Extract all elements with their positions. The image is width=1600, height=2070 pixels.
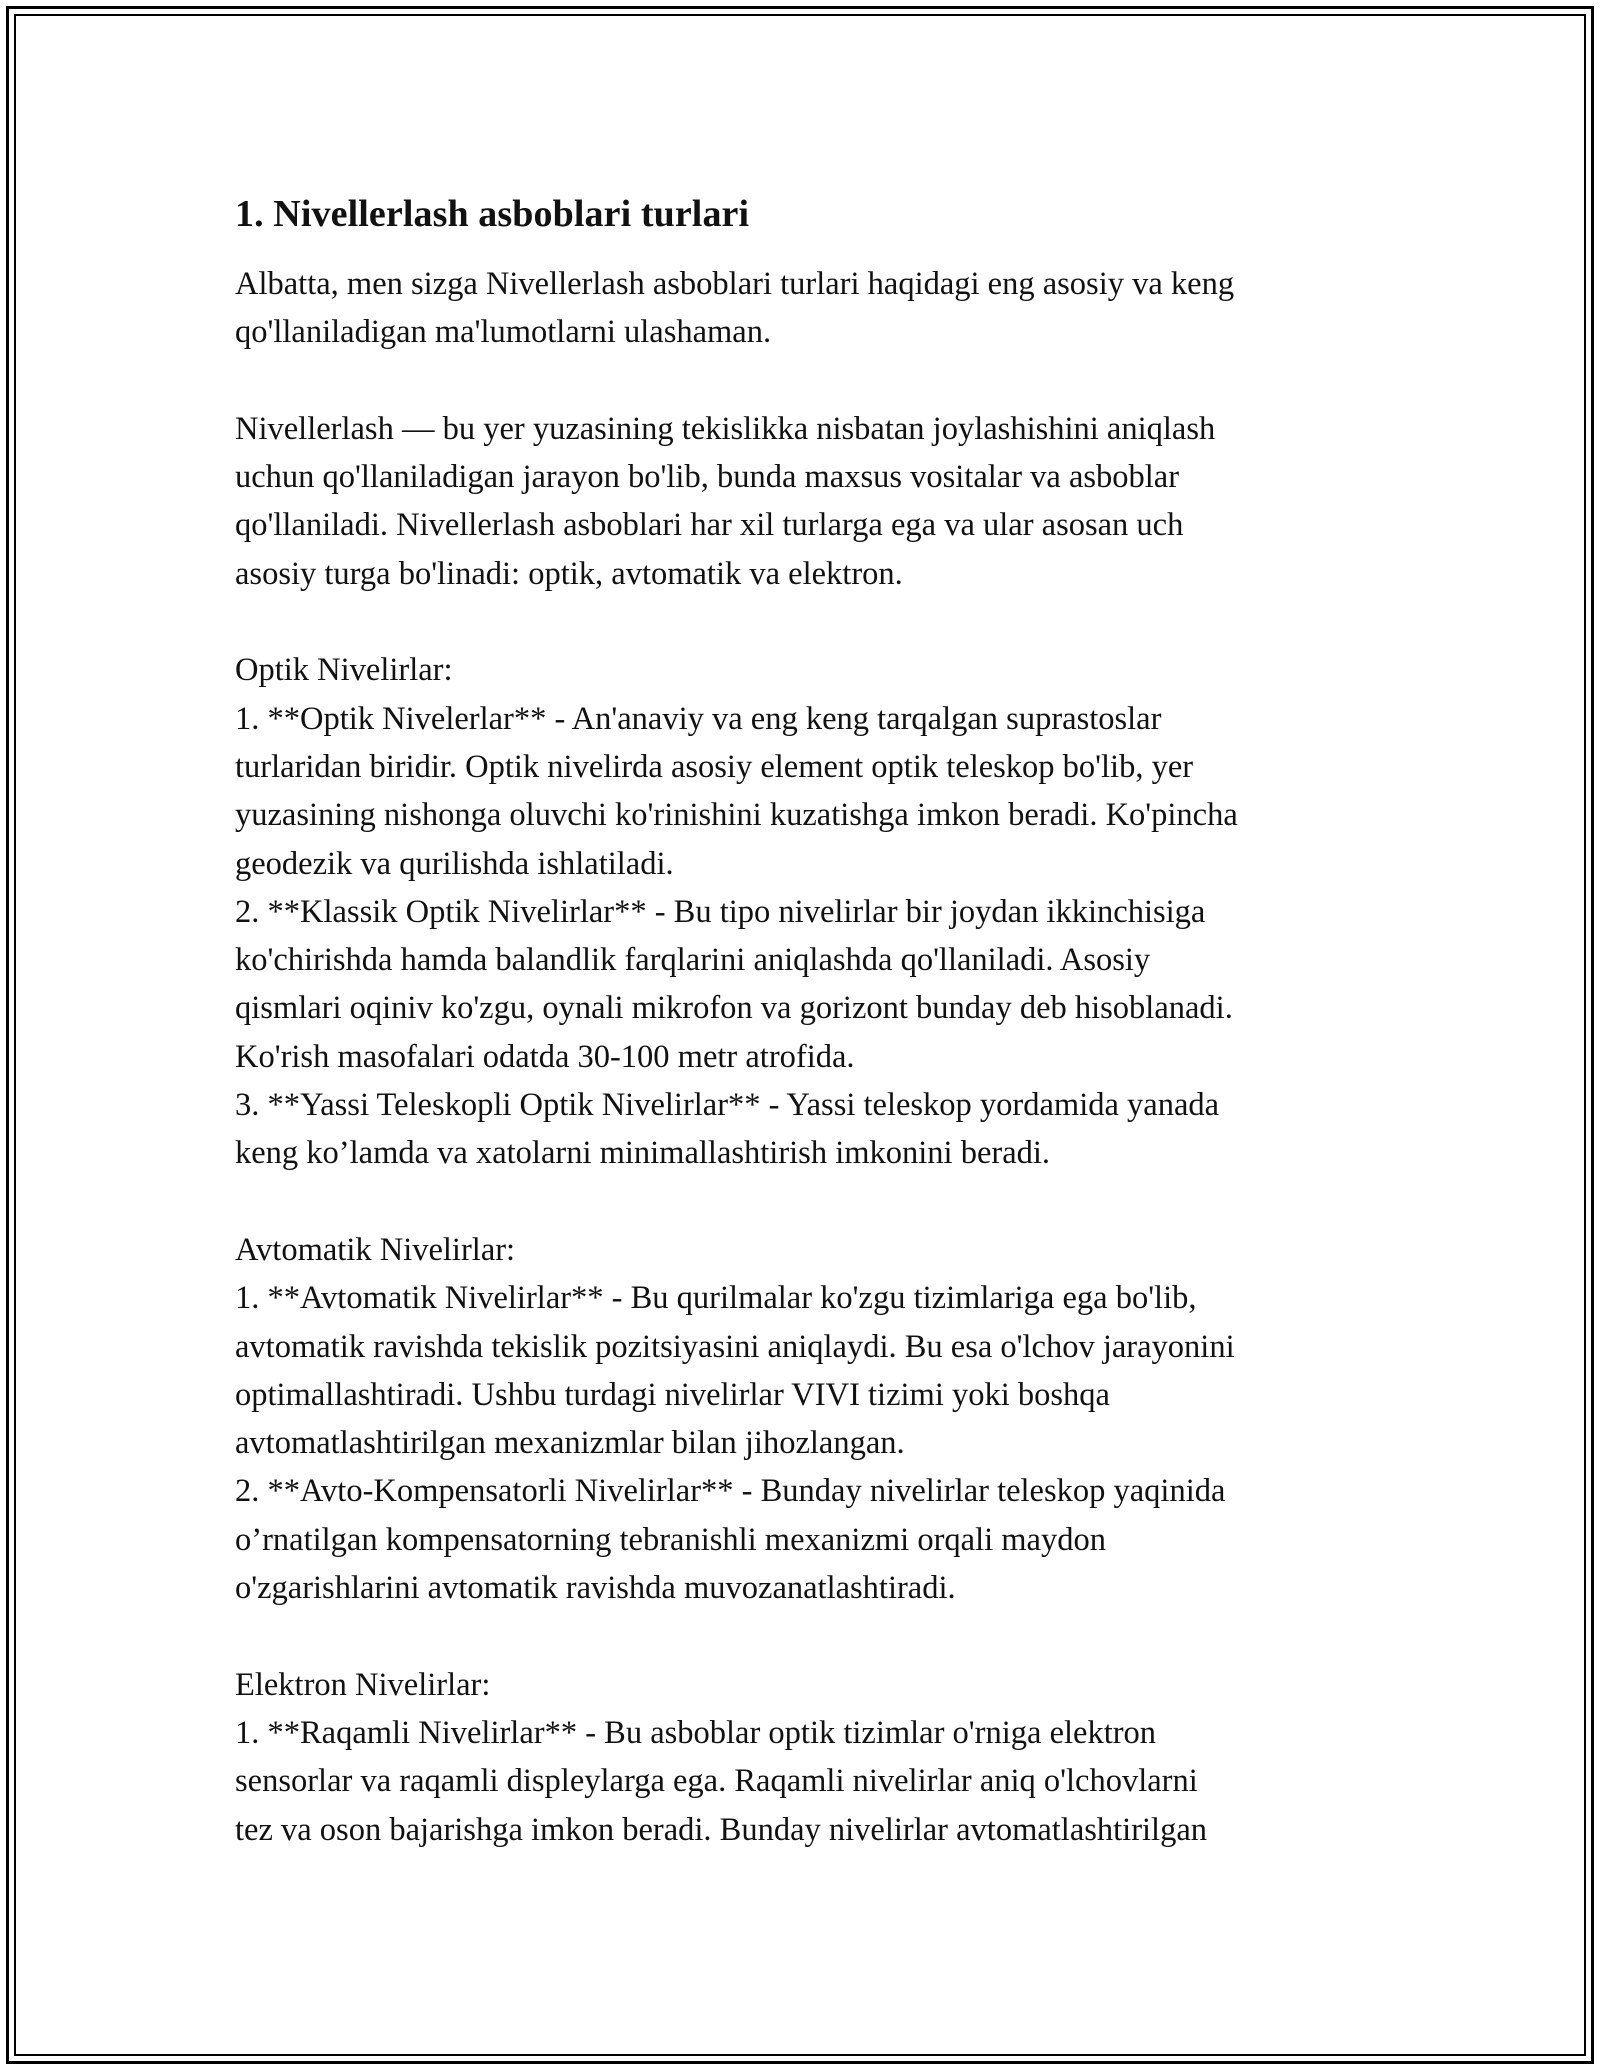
text-line: asosiy turga bo'linadi: optik, avtomatik va elektron. [235,555,903,592]
text-line: Ko'rish masofalari odatda 30-100 metr atrofida. [235,1038,855,1075]
text-line: o'zgarishlarini avtomatik ravishda muvozanatlashtiradi. [235,1570,956,1607]
text-line: tez va oson bajarishga imkon beradi. Bunday nivelirlar avtomatlashtirilgan [235,1811,1208,1848]
text-line: turlaridan biridir. Optik nivelirda asosiy element optik teleskop bo'lib, yer [235,748,1194,785]
text-line: qismlari oqiniv ko'zgu, oynali mikrofon va gorizont bunday deb hisoblanadi. [235,990,1233,1027]
text-line: qo'llaniladigan ma'lumotlarni ulashaman. [235,314,772,351]
document-heading: 1. Nivellerlash asboblari turlari [235,193,750,235]
document-page [235,190,1375,1902]
text-line: ko'chirishda hamda balandlik farqlarini aniqlashda qo'llaniladi. Asosiy [235,942,1151,979]
text-line: Nivellerlash — bu yer yuzasining tekislikka nisbatan joylashishini aniqlash [235,410,1216,447]
text-line: Optik Nivelirlar: [235,652,453,689]
document-body [235,260,1375,1854]
intro-paragraph [235,260,1375,357]
electronic-levels-section [235,1661,1375,1854]
text-line: qo'llaniladi. Nivellerlash asboblari har xil turlarga ega va ular asosan uch [235,507,1184,544]
text-line: 1. **Raqamli Nivelirlar** - Bu asboblar optik tizimlar o'rniga elektron [235,1714,1157,1751]
text-line: 1. **Optik Nivelerlar** - An'anaviy va eng keng tarqalgan suprastoslar [235,700,1162,737]
optical-levels-section [235,646,1375,1177]
text-line: Elektron Nivelirlar: [235,1666,491,1703]
text-line: avtomatik ravishda tekislik pozitsiyasini aniqlaydi. Bu esa o'lchov jarayonini [235,1328,1235,1365]
text-line: Avtomatik Nivelirlar: [235,1231,516,1268]
text-line: 2. **Klassik Optik Nivelirlar** - Bu tipo nivelirlar bir joydan ikkinchisiga [235,893,1206,930]
text-line: keng ko’lamda va xatolarni minimallashtirish imkonini beradi. [235,1135,1051,1172]
text-line: geodezik va qurilishda ishlatiladi. [235,845,674,882]
text-line: 2. **Avto-Kompensatorli Nivelirlar** - Bunday nivelirlar teleskop yaqinida [235,1473,1226,1510]
text-line: Albatta, men sizga Nivellerlash asboblari turlari haqidagi eng asosiy va keng [235,266,1235,302]
text-line: optimallashtiradi. Ushbu turdagi nivelirlar VIVI tizimi yoki boshqa [235,1376,1110,1413]
text-line: avtomatlashtirilgan mexanizmlar bilan jihozlangan. [235,1425,905,1462]
text-line: 1. **Avtomatik Nivelirlar** - Bu qurilmalar ko'zgu tizimlariga ega bo'lib, [235,1280,1197,1317]
text-line: 3. **Yassi Teleskopli Optik Nivelirlar** - Yassi teleskop yordamida yanada [235,1087,1220,1124]
text-line: uchun qo'llaniladigan jarayon bo'lib, bunda maxsus vositalar va asboblar [235,459,1180,496]
text-line: sensorlar va raqamli displeylarga ega. Raqamli nivelirlar aniq o'lchovlarni [235,1763,1198,1800]
definition-paragraph [235,405,1375,598]
text-line: yuzasining nishonga oluvchi ko'rinishini kuzatishga imkon beradi. Ko'pincha [235,797,1238,834]
text-line: o’rnatilgan kompensatorning tebranishli mexanizmi orqali maydon [235,1521,1106,1558]
automatic-levels-section [235,1226,1375,1612]
